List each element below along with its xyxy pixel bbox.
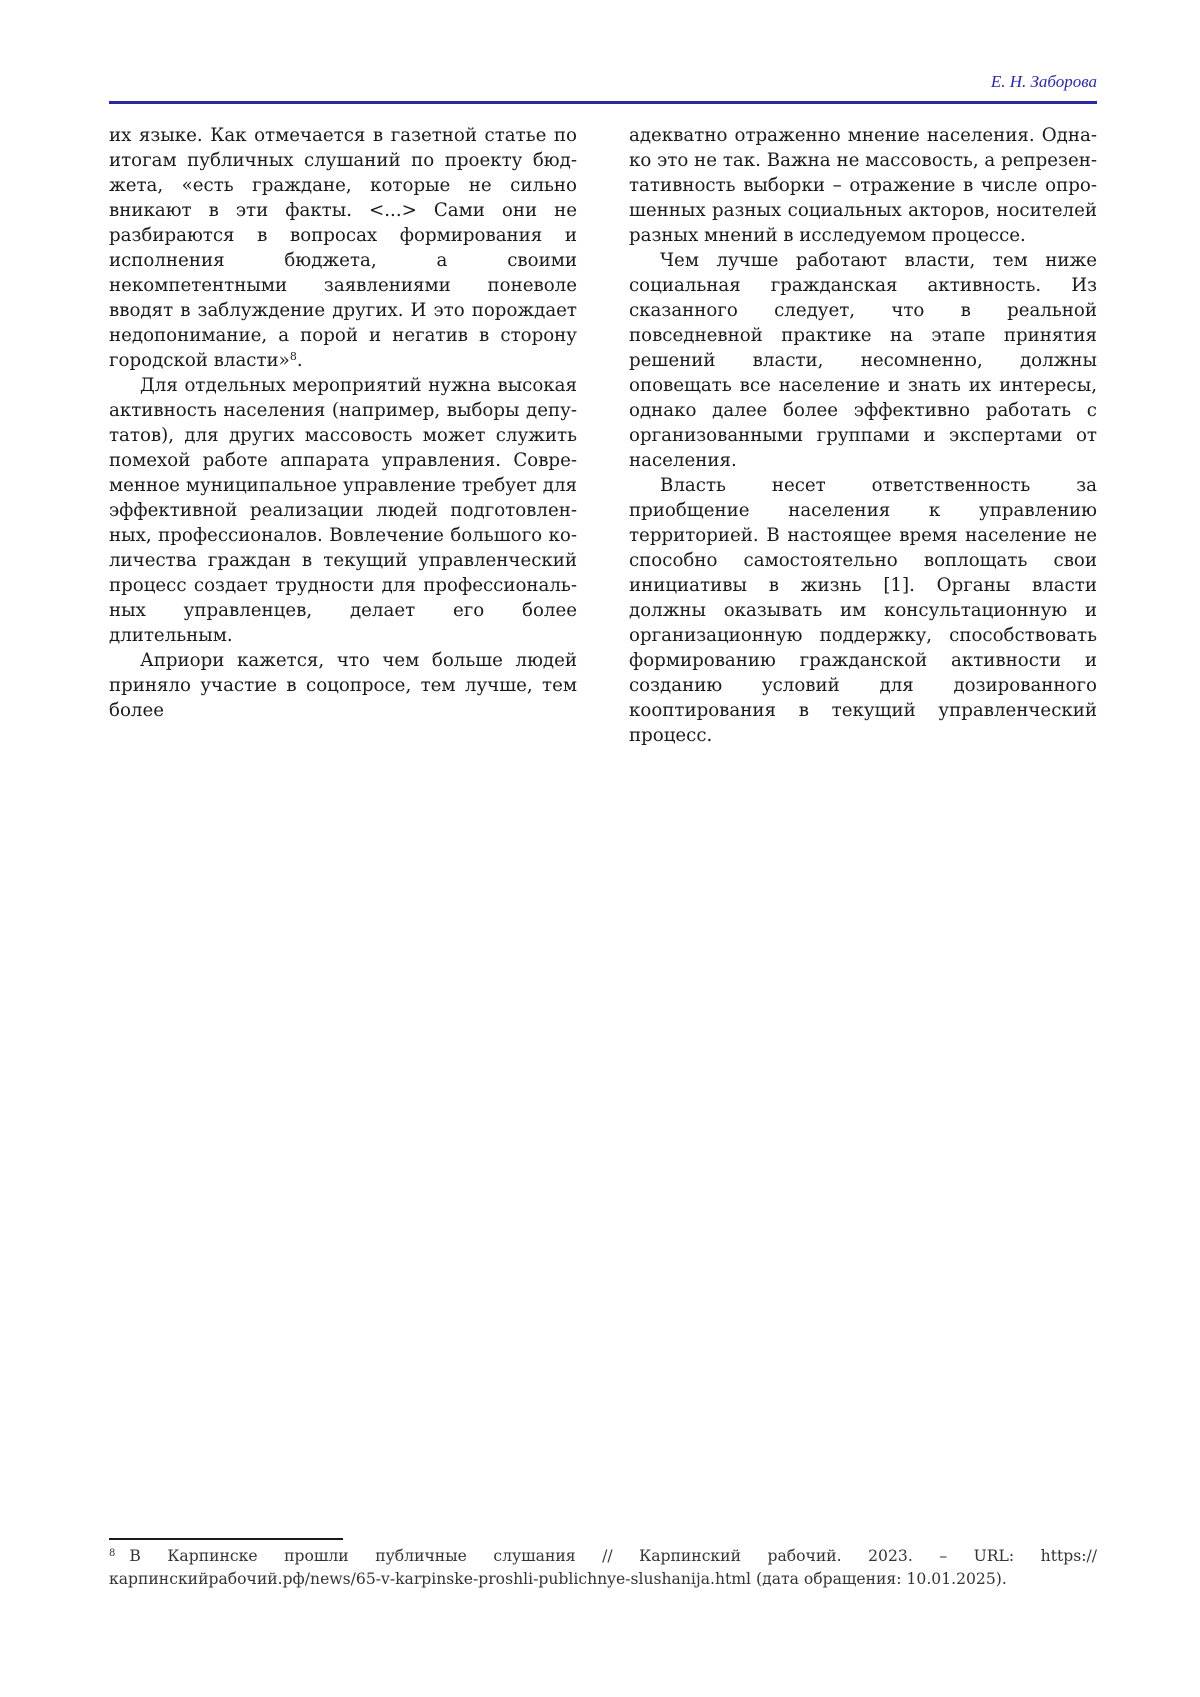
paragraph-continued [109,123,577,373]
paragraph: Для отдельных мероприятий нужна высокая активность населения (например, выборы депу­татов), для других массовость может служить помехой работе аппарата управления. Совре­менное муниципальное управление требует для эффективной реализации людей подготовлен­ных, профессионалов. Вовлечение большого ко­личества граждан в текущий управленческий процесс создает трудности для профессиональ­ных управленцев, делает его более длительным. [109,373,577,648]
paragraph-text: их языке. Как отмечается в газетной статье по итогам публичных слушаний по проекту бюд­жета, «есть граждане, которые не сильно вника­ют в эти факты. <...> Сами они не разбираются в вопросах формирования и исполнения бюд­жета, а своими некомпетентными заявлениями поневоле вводят в заблуждение других. И это порождает недопонимание, а порой и негатив в сторону городской власти» [109,125,577,371]
running-header-author: Е. Н. Заборова [109,72,1097,92]
paragraph: Чем лучше работают власти, тем ниже социаль­ная гражданская активность. Из сказанного следу­ет, что в реальной повседневной практике на этапе принятия решений власти, несомненно, должны оповещать все население и знать их интересы, од­нако далее более эффективно работать с организо­ванными группами и экспертами от населения. [629,248,1097,473]
paragraph: Априори кажется, что чем больше людей при­няло участие в соцопросе, тем лучше, тем более [109,648,577,723]
footnote-separator [109,1538,343,1540]
header-rule [109,101,1097,104]
paragraph-continued: адекватно отраженно мнение населения. Одна­ко это не так. Важна не массовость, а репрезен­тативность выборки – отражение в числе опро­шенных разных социальных акторов, носителей разных мнений в исследуемом процессе. [629,123,1097,248]
footnote [109,1545,1097,1591]
paragraph: Власть несет ответственность за приобщение населения к управлению территорией. В настоя­щее время население не способно самостоятельно воплощать свои инициативы в жизнь [1]. Органы власти должны оказывать им консультационную и организационную поддержку, способствовать формированию гражданской активности и созда­нию условий для дозированного кооптирования в текущий управленческий процесс. [629,473,1097,748]
footnote-text[interactable]: В Карпинске прошли публичные слушания // Карпинский рабочий. 2023. – URL: https://карпинскийрабочий.рф/news/65-v-karpinske-proshli-publichnye-slushanija.html (дата обращения: 10.01.2025). [109,1547,1097,1588]
paragraph-end: . [297,350,303,371]
right-column [629,123,1097,748]
footnote-number: 8 [109,1548,115,1559]
left-column [109,123,577,723]
footnote-reference[interactable]: 8 [290,350,297,363]
